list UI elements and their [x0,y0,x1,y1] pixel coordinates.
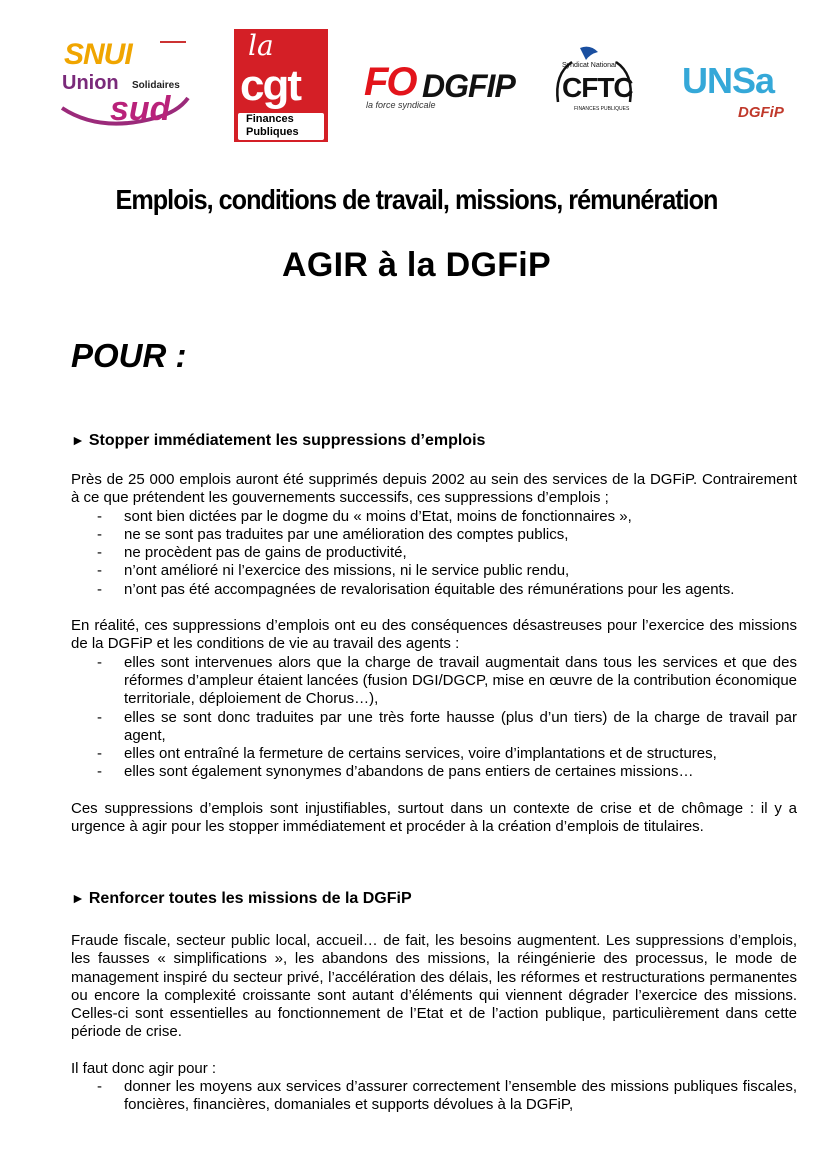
cftc-logo [550,44,638,120]
fo-dgfip-logo [364,62,524,114]
list-item: - elles sont intervenues alors que la charge de travail augmentait dans tous les services et que des réformes d’ampleur étaient lancées (fusion DGI/DGCP, mise en œuvre de la contribution économique territoriale, déploiement de Chorus…), [71,654,797,709]
section-heading-text: Stopper immédiatement les suppressions d’emplois [88,432,486,449]
list-item: - n’ont pas été accompagnées de revalorisation équitable des rémunérations pour les agents. [71,581,797,599]
cgt-la-text: la [248,29,274,62]
cgt-finances-publiques-logo [234,29,328,142]
cgt-publiques-text: Publiques [246,126,299,138]
page-subtitle: AGIR à la DGFiP [282,246,551,284]
list-item: - ne procèdent pas de gains de productivité, [71,544,797,562]
dash-list [71,508,797,599]
cgt-main-text: cgt [240,61,300,110]
fo-dgfip-text: DGFIP [422,68,515,104]
section-body-missions [71,932,797,1115]
unsa-main-text: UNSa [682,60,775,101]
paragraph: Ces suppressions d’emplois sont injustifiables, surtout dans un contexte de crise et de chômage : il y a urgence à agir pour les stopper immédiatement et procéder à la création d’emplois de titulaires. [71,799,797,836]
unsa-sub-text: DGFiP [738,104,784,121]
cftc-sub-text: FINANCES PUBLIQUES [574,106,630,112]
section-body-emplois [71,471,797,836]
list-item: - elles se sont donc traduites par une très forte hausse (plus d’un tiers) de la charge de travail par agent, [71,709,797,746]
solidaires-text: Solidaires [132,80,180,91]
paragraph: Il faut donc agir pour : [71,1059,217,1077]
snui-text: SNUI [64,38,132,71]
cftc-top-text: Syndicat National [562,62,617,69]
dash-list [71,654,797,782]
arrow-right-icon: ► [71,890,85,906]
paragraph: En réalité, ces suppressions d’emplois ont eu des conséquences désastreuses pour l’exercice des missions de la DGFiP et les conditions de vie au travail des agents : [71,617,797,653]
dash-list [71,1078,797,1115]
page-title: Emplois, conditions de travail, missions, rémunération [115,184,718,215]
union-text: Union [62,72,119,94]
list-item: - elles ont entraîné la fermeture de certains services, voire d’implantations et de structures, [71,745,797,763]
arrow-right-icon: ► [71,432,85,448]
list-item: - ne se sont pas traduites par une amélioration des comptes publics, [71,526,797,544]
unsa-dgfip-logo [682,62,786,126]
pour-heading: POUR : [71,337,187,374]
cftc-main-text: CFTC [562,72,633,103]
fo-tagline-text: la force syndicale [366,100,436,110]
paragraph: Près de 25 000 emplois auront été supprimés depuis 2002 au sein des services de la DGFiP. Contrairement à ce que prétendent les gouvernements successifs, ces suppressions d’emplois ; [71,471,797,507]
section-heading-emplois [71,432,485,450]
cgt-finances-text: Finances [246,113,294,125]
list-item: - n’ont amélioré ni l’exercice des missions, ni le service public rendu, [71,562,797,580]
list-item: - elles sont également synonymes d’abandons de pans entiers de certaines missions… [71,763,797,781]
cgt-sub-band [238,113,324,140]
list-item: - sont bien dictées par le dogme du « moins d’Etat, moins de fonctionnaires », [71,508,797,526]
snui-solidaires-logo [60,38,190,132]
list-item: - donner les moyens aux services d’assurer correctement l’ensemble des missions publiques fiscales, foncières, financières, domaniales et supports dévolues à la DGFiP, [71,1078,797,1115]
paragraph: Fraude fiscale, secteur public local, accueil… de fait, les besoins augmentent. Les suppressions d’emplois, les fausses « simplifications », les abandons des missions, la réingénierie des processus, le mode de management inspiré du secteur privé, l’accélération des délais, les réformes et restructurations permanentes ou encore la complexité croissante sont autant d’éléments qui viennent dégrader l’exercice des missions. Celles-ci sont essentielles au fonctionnement de l’Etat et de l’action publique, particulièrement dans cette période de crise. [71,932,797,1041]
fo-text: FO [364,60,416,104]
section-heading-missions [71,890,412,908]
section-heading-text: Renforcer toutes les missions de la DGFiP [88,890,412,907]
sud-text: sud [110,90,171,128]
